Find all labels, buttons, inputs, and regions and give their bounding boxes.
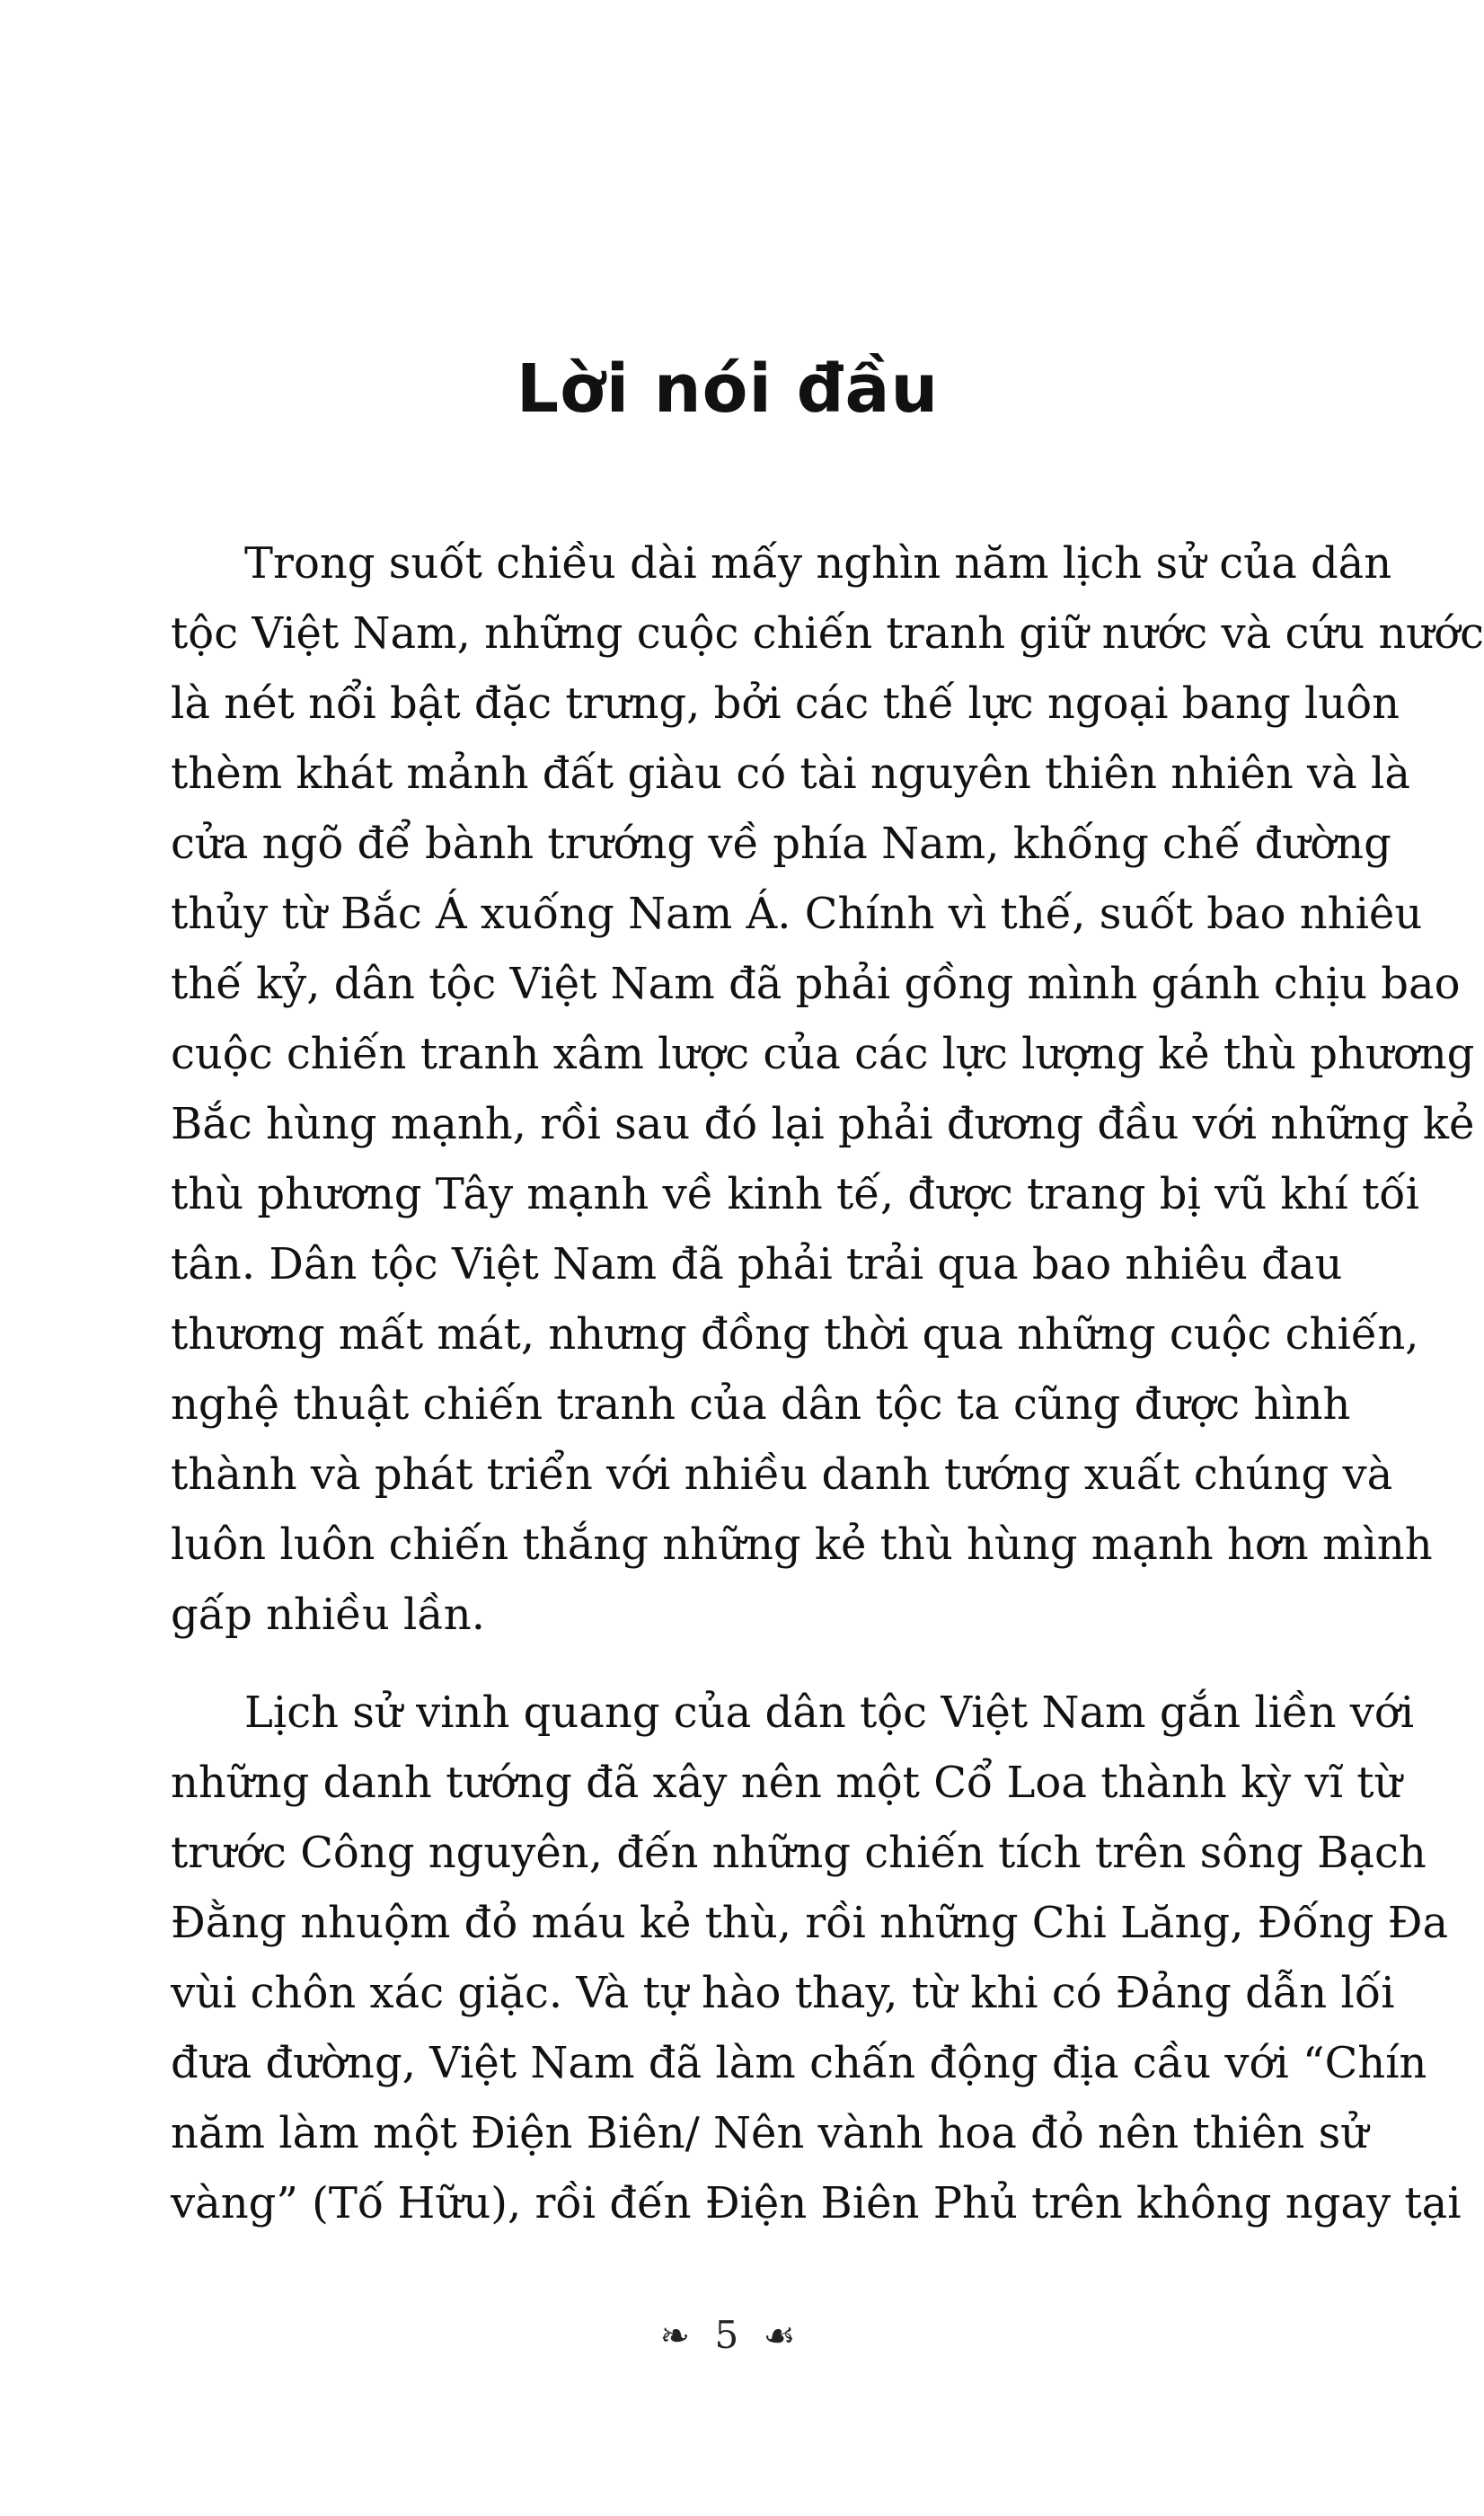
page-number: 5 bbox=[714, 2313, 739, 2357]
text-line: thành và phát triển với nhiều danh tướng xuất chúng và bbox=[171, 1449, 1393, 1500]
page-footer bbox=[0, 2313, 1455, 2357]
text-line: thù phương Tây mạnh về kinh tế, được trang bị vũ khí tối bbox=[171, 1169, 1420, 1219]
text-line: những danh tướng đã xây nên một Cổ Loa thành kỳ vĩ từ bbox=[171, 1758, 1402, 1808]
text-line: thương mất mát, nhưng đồng thời qua những cuộc chiến, bbox=[171, 1309, 1419, 1360]
text-line: Đằng nhuộm đỏ máu kẻ thù, rồi những Chi Lăng, Đống Đa bbox=[171, 1898, 1449, 1948]
text-line: tân. Dân tộc Việt Nam đã phải trải qua bao nhiêu đau bbox=[171, 1239, 1343, 1289]
ornament-right-icon: ☙ bbox=[763, 2316, 796, 2357]
text-line: Bắc hùng mạnh, rồi sau đó lại phải đương đầu với những kẻ bbox=[171, 1099, 1475, 1149]
paragraph-1 bbox=[171, 528, 1484, 1650]
text-line: Lịch sử vinh quang của dân tộc Việt Nam gắn liền với bbox=[244, 1688, 1415, 1738]
page-title: Lời nói đầu bbox=[516, 350, 940, 428]
body-text bbox=[171, 528, 1484, 2238]
text-line: đưa đường, Việt Nam đã làm chấn động địa cầu với “Chín bbox=[171, 2038, 1427, 2088]
paragraph-gap bbox=[171, 1650, 1322, 1678]
text-line: nghệ thuật chiến tranh của dân tộc ta cũng được hình bbox=[171, 1379, 1351, 1430]
text-line: năm làm một Điện Biên/ Nên vành hoa đỏ nên thiên sử bbox=[171, 2108, 1369, 2158]
text-line: thèm khát mảnh đất giàu có tài nguyên thiên nhiên và là bbox=[171, 749, 1410, 799]
text-line: Trong suốt chiều dài mấy nghìn năm lịch sử của dân bbox=[244, 538, 1392, 589]
text-line: luôn luôn chiến thắng những kẻ thù hùng mạnh hơn mình bbox=[171, 1519, 1433, 1570]
text-line: cuộc chiến tranh xâm lược của các lực lượng kẻ thù phương bbox=[171, 1029, 1475, 1079]
text-line: gấp nhiều lần. bbox=[171, 1590, 485, 1640]
paragraph-2 bbox=[171, 1678, 1462, 2238]
text-line: trước Công nguyên, đến những chiến tích trên sông Bạch bbox=[171, 1828, 1427, 1878]
text-line: vàng” (Tố Hữu), rồi đến Điện Biên Phủ trên không ngay tại bbox=[171, 2178, 1462, 2228]
text-line: cửa ngõ để bành trướng về phía Nam, khống chế đường bbox=[171, 819, 1391, 869]
ornament-left-icon: ❧ bbox=[659, 2316, 691, 2357]
text-line: là nét nổi bật đặc trưng, bởi các thế lực ngoại bang luôn bbox=[171, 678, 1400, 729]
text-line: tộc Việt Nam, những cuộc chiến tranh giữ nước và cứu nước bbox=[171, 608, 1484, 659]
text-line: vùi chôn xác giặc. Và tự hào thay, từ khi có Đảng dẫn lối bbox=[171, 1968, 1395, 2018]
text-line: thủy từ Bắc Á xuống Nam Á. Chính vì thế, suốt bao nhiêu bbox=[171, 889, 1423, 939]
text-line: thế kỷ, dân tộc Việt Nam đã phải gồng mình gánh chịu bao bbox=[171, 959, 1461, 1009]
